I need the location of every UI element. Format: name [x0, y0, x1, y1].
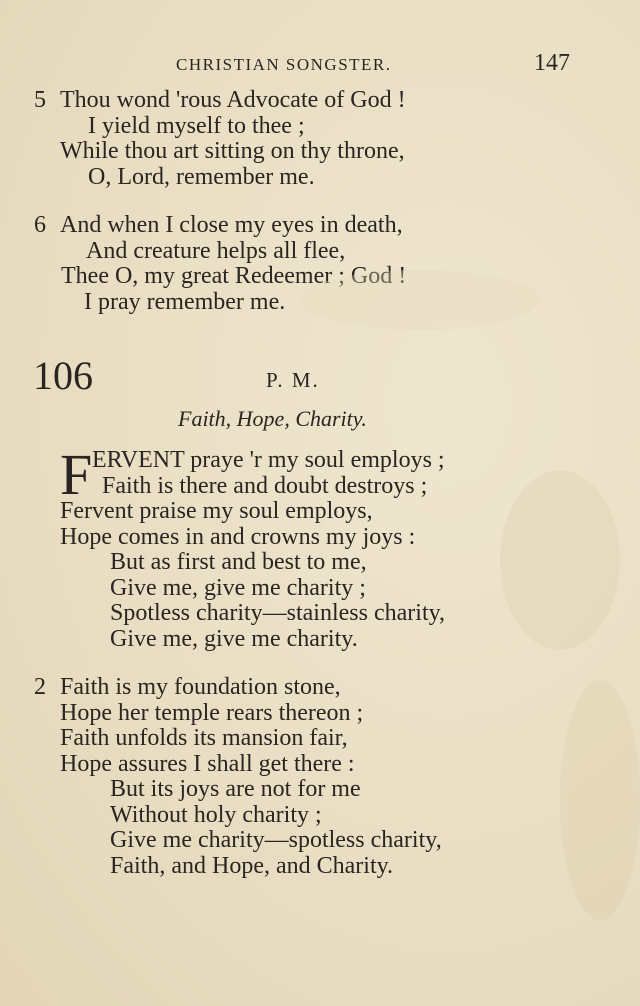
verse-line: Hope her temple rears thereon ; — [60, 699, 364, 726]
verse-line: But as first and best to me, — [110, 549, 367, 575]
verse-line: Spotless charity—stainless charity, — [110, 600, 446, 626]
stanza-number: 5 — [34, 87, 46, 113]
verse-line: I pray remember me. — [84, 288, 286, 315]
hymn-subtitle: Faith, Hope, Charity. — [178, 406, 367, 431]
verse-line: O, Lord, remember me. — [88, 163, 315, 190]
verse-line: Give me, give me charity ; — [110, 574, 366, 601]
verse-line: I yield myself to thee ; — [88, 112, 305, 139]
hymn-stanza-2 — [34, 675, 640, 879]
verse-line: Hope comes in and crowns my joys : — [60, 523, 416, 550]
verse-line: 2 Faith is my foundation stone, — [34, 674, 341, 700]
stanza-number: 6 — [34, 212, 46, 238]
verse-line: Without holy charity ; — [110, 801, 322, 828]
verse-line: Give me, give me charity. — [110, 625, 358, 652]
verse-line: Fervent praise my soul employs, — [60, 498, 373, 524]
stanza-6 — [34, 213, 640, 315]
hymn-stanza-1 — [60, 442, 620, 652]
verse-line: Hope assures I shall get there : — [60, 750, 355, 777]
page-number: 147 — [534, 50, 570, 76]
verse-line: But its joys are not for me — [110, 776, 361, 802]
verse-line: While thou art sitting on thy throne, — [60, 138, 405, 164]
verse-line: Faith is there and doubt destroys ; — [102, 472, 428, 499]
verse-line: Faith unfolds its mansion fair, — [60, 725, 348, 751]
hymn-meter: P. M. — [266, 368, 320, 392]
page-header — [176, 50, 570, 77]
drop-cap: F — [60, 442, 93, 507]
hymn-number: 106 — [33, 353, 93, 398]
stanza-5 — [34, 88, 640, 190]
verse-line: 6 And when I close my eyes in death, — [34, 212, 403, 238]
running-title: CHRISTIAN SONGSTER. — [176, 55, 392, 74]
verse-line: Faith, and Hope, and Charity. — [110, 852, 394, 879]
verse-line: Thee O, my great Redeemer ; God ! — [61, 263, 407, 289]
verse-line: ERVENT praye 'r my soul employs ; — [92, 447, 445, 473]
verse-line: Give me charity—spotless charity, — [110, 827, 442, 853]
verse-line: And creature helps all flee, — [86, 237, 346, 264]
stanza-number: 2 — [34, 674, 46, 700]
verse-line: 5 Thou wond 'rous Advocate of God ! — [34, 87, 406, 113]
